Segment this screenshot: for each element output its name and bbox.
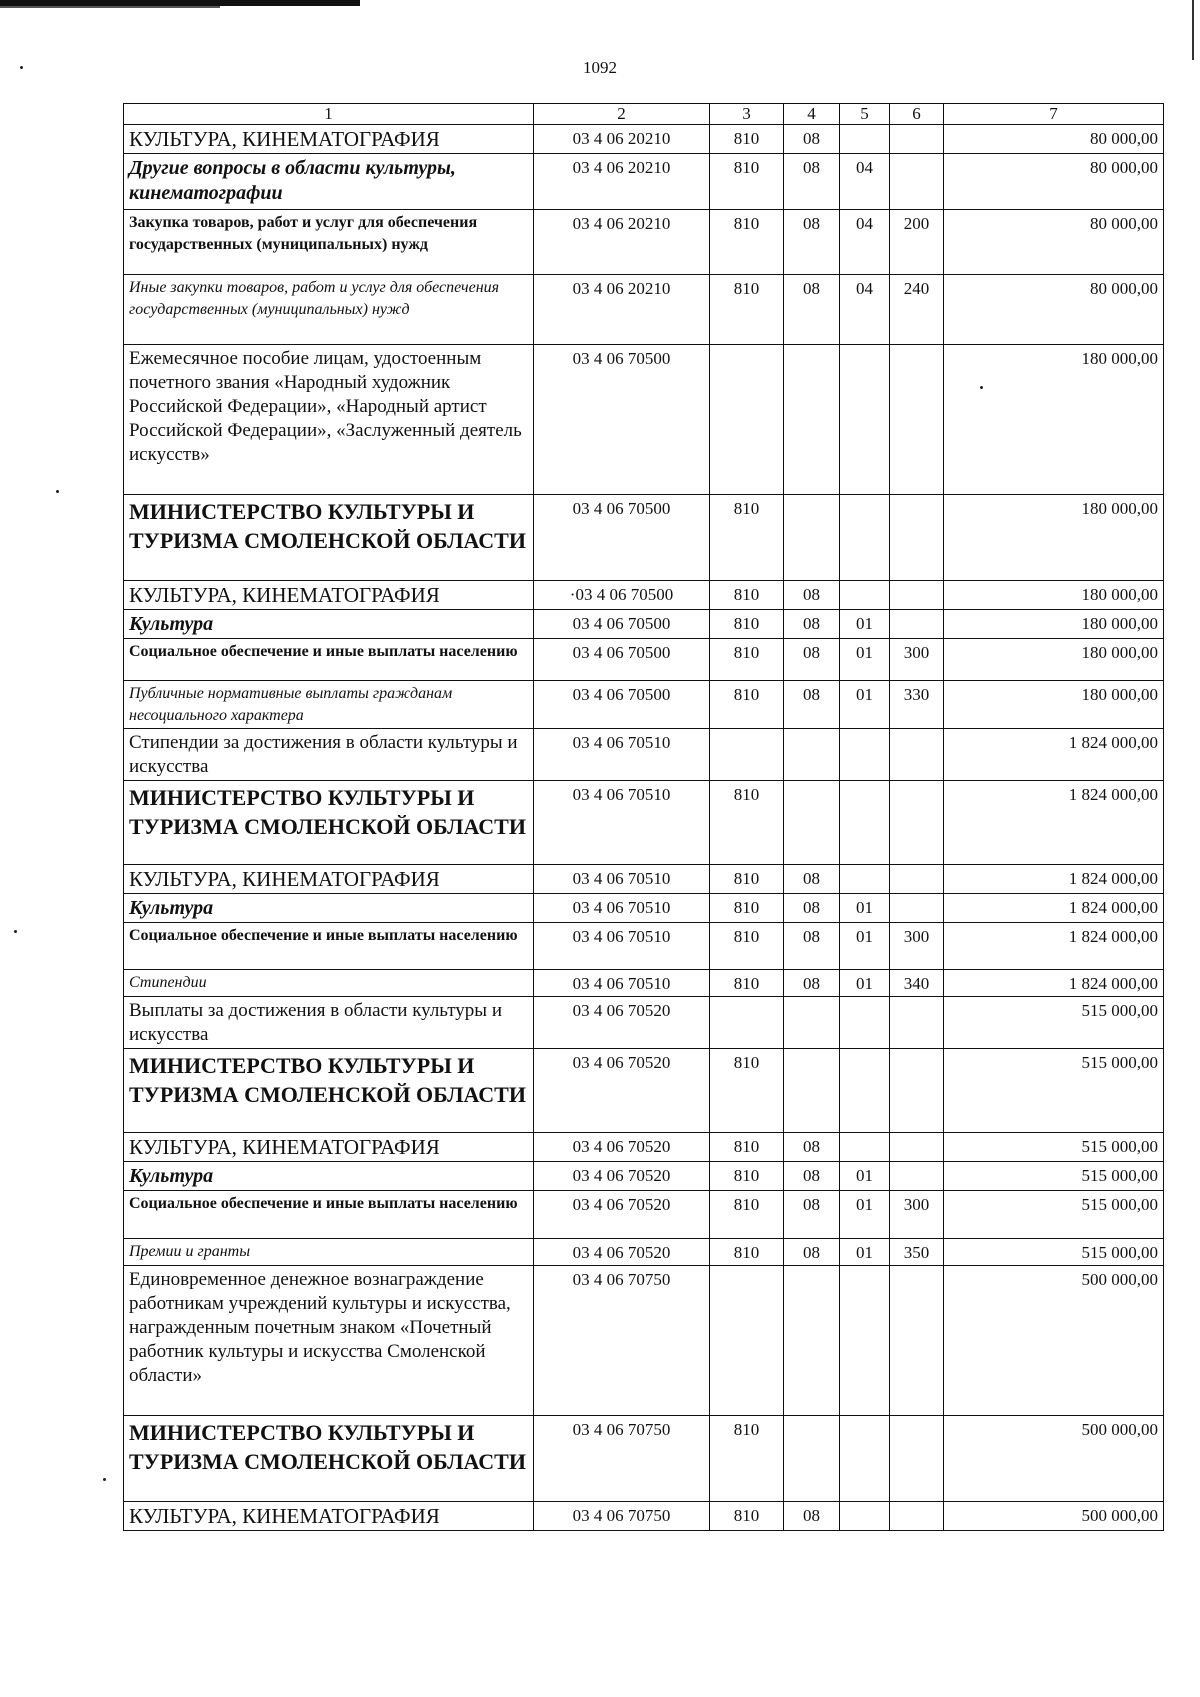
- row-amount: 180 000,00: [944, 345, 1164, 495]
- page-number: 1092: [583, 58, 617, 77]
- row-section-code: [784, 997, 840, 1049]
- row-section-code: 08: [784, 639, 840, 681]
- row-expense-type: 240: [890, 275, 944, 345]
- row-target-code: 03 4 06 20210: [534, 154, 710, 210]
- row-department-code: 810: [710, 1416, 784, 1502]
- row-department-code: 810: [710, 1191, 784, 1239]
- row-expense-type: [890, 997, 944, 1049]
- row-target-code: 03 4 06 70520: [534, 1049, 710, 1133]
- row-section-code: 08: [784, 610, 840, 639]
- row-subsection-code: 01: [840, 639, 890, 681]
- table-row: [124, 610, 1164, 639]
- row-amount: 515 000,00: [944, 1133, 1164, 1162]
- row-expense-type: 340: [890, 970, 944, 997]
- row-target-code: 03 4 06 70500: [534, 681, 710, 729]
- column-header: 4: [784, 104, 840, 125]
- row-expense-type: [890, 1162, 944, 1191]
- table-row: [124, 345, 1164, 495]
- row-description: Выплаты за достижения в области культуры и искусства: [124, 997, 534, 1049]
- row-description: КУЛЬТУРА, КИНЕМАТОГРАФИЯ: [124, 125, 534, 154]
- row-description: Единовременное денежное вознаграждение работникам учреждений культуры и искусства, награжденным почетным знаком «Почетный работник культуры и искусства Смоленской области»: [124, 1266, 534, 1416]
- row-description: Закупка товаров, работ и услуг для обеспечения государственных (муниципальных) нужд: [124, 210, 534, 275]
- row-amount: 515 000,00: [944, 1162, 1164, 1191]
- row-amount: 80 000,00: [944, 154, 1164, 210]
- row-expense-type: [890, 154, 944, 210]
- scan-top-line-thin: [0, 6, 220, 8]
- row-expense-type: [890, 1416, 944, 1502]
- row-target-code: 03 4 06 70510: [534, 970, 710, 997]
- row-subsection-code: 04: [840, 210, 890, 275]
- row-section-code: 08: [784, 865, 840, 894]
- row-section-code: 08: [784, 894, 840, 923]
- table-row: [124, 781, 1164, 865]
- row-amount: 80 000,00: [944, 275, 1164, 345]
- table-row: [124, 275, 1164, 345]
- row-target-code: 03 4 06 70510: [534, 865, 710, 894]
- row-description: КУЛЬТУРА, КИНЕМАТОГРАФИЯ: [124, 1133, 534, 1162]
- table-row: [124, 1266, 1164, 1416]
- scan-speck: [20, 66, 23, 69]
- row-section-code: 08: [784, 1239, 840, 1266]
- row-subsection-code: [840, 1133, 890, 1162]
- row-description: КУЛЬТУРА, КИНЕМАТОГРАФИЯ: [124, 1502, 534, 1531]
- row-department-code: 810: [710, 1049, 784, 1133]
- table-row: [124, 1049, 1164, 1133]
- table-row: [124, 923, 1164, 970]
- row-section-code: [784, 1266, 840, 1416]
- row-description: МИНИСТЕРСТВО КУЛЬТУРЫ И ТУРИЗМА СМОЛЕНСКОЙ ОБЛАСТИ: [124, 781, 534, 865]
- row-department-code: 810: [710, 681, 784, 729]
- row-description: Ежемесячное пособие лицам, удостоенным почетного звания «Народный художник Российской Федерации», «Народный артист Российской Федерации», «Заслуженный деятель искусств»: [124, 345, 534, 495]
- row-description: Социальное обеспечение и иные выплаты населению: [124, 1191, 534, 1239]
- table-row: [124, 970, 1164, 997]
- row-expense-type: [890, 610, 944, 639]
- row-target-code: 03 4 06 70520: [534, 1239, 710, 1266]
- table-row: [124, 1133, 1164, 1162]
- row-section-code: 08: [784, 1191, 840, 1239]
- row-subsection-code: [840, 125, 890, 154]
- row-department-code: 810: [710, 581, 784, 610]
- row-subsection-code: 04: [840, 275, 890, 345]
- table-row: [124, 681, 1164, 729]
- row-target-code: 03 4 06 70510: [534, 894, 710, 923]
- row-description: Иные закупки товаров, работ и услуг для обеспечения государственных (муниципальных) нужд: [124, 275, 534, 345]
- row-expense-type: [890, 495, 944, 581]
- row-amount: 180 000,00: [944, 610, 1164, 639]
- row-expense-type: [890, 729, 944, 781]
- row-target-code: 03 4 06 70510: [534, 729, 710, 781]
- scan-speck: [56, 490, 59, 493]
- row-expense-type: [890, 1266, 944, 1416]
- row-description: Публичные нормативные выплаты гражданам несоциального характера: [124, 681, 534, 729]
- row-section-code: 08: [784, 1133, 840, 1162]
- row-section-code: 08: [784, 154, 840, 210]
- row-expense-type: 300: [890, 1191, 944, 1239]
- row-expense-type: 350: [890, 1239, 944, 1266]
- table-row: [124, 154, 1164, 210]
- row-expense-type: [890, 865, 944, 894]
- row-amount: 515 000,00: [944, 1239, 1164, 1266]
- row-target-code: 03 4 06 70750: [534, 1502, 710, 1531]
- row-amount: 180 000,00: [944, 681, 1164, 729]
- row-target-code: 03 4 06 70520: [534, 997, 710, 1049]
- table-row: [124, 729, 1164, 781]
- row-target-code: 03 4 06 70510: [534, 923, 710, 970]
- row-subsection-code: [840, 1502, 890, 1531]
- row-expense-type: 300: [890, 639, 944, 681]
- row-department-code: 810: [710, 1502, 784, 1531]
- row-target-code: 03 4 06 70510: [534, 781, 710, 865]
- row-section-code: [784, 495, 840, 581]
- row-section-code: 08: [784, 1502, 840, 1531]
- column-header: 7: [944, 104, 1164, 125]
- row-expense-type: 300: [890, 923, 944, 970]
- row-section-code: [784, 1049, 840, 1133]
- row-amount: 515 000,00: [944, 997, 1164, 1049]
- row-amount: 80 000,00: [944, 210, 1164, 275]
- row-section-code: [784, 781, 840, 865]
- row-subsection-code: 01: [840, 610, 890, 639]
- row-department-code: [710, 1266, 784, 1416]
- row-amount: 1 824 000,00: [944, 970, 1164, 997]
- row-department-code: 810: [710, 210, 784, 275]
- row-department-code: 810: [710, 495, 784, 581]
- row-expense-type: 200: [890, 210, 944, 275]
- row-amount: 515 000,00: [944, 1191, 1164, 1239]
- row-expense-type: [890, 894, 944, 923]
- row-target-code: 03 4 06 20210: [534, 125, 710, 154]
- row-subsection-code: 01: [840, 681, 890, 729]
- table-row: [124, 1416, 1164, 1502]
- row-amount: 1 824 000,00: [944, 865, 1164, 894]
- row-subsection-code: [840, 581, 890, 610]
- table-row: [124, 495, 1164, 581]
- row-amount: 180 000,00: [944, 639, 1164, 681]
- row-description: Социальное обеспечение и иные выплаты населению: [124, 923, 534, 970]
- scan-speck: [14, 930, 17, 933]
- row-description: МИНИСТЕРСТВО КУЛЬТУРЫ И ТУРИЗМА СМОЛЕНСКОЙ ОБЛАСТИ: [124, 495, 534, 581]
- row-section-code: 08: [784, 1162, 840, 1191]
- table-row: [124, 1239, 1164, 1266]
- row-expense-type: [890, 125, 944, 154]
- row-amount: 500 000,00: [944, 1502, 1164, 1531]
- row-department-code: 810: [710, 125, 784, 154]
- row-description: Культура: [124, 1162, 534, 1191]
- row-subsection-code: [840, 345, 890, 495]
- row-amount: 80 000,00: [944, 125, 1164, 154]
- row-department-code: 810: [710, 894, 784, 923]
- row-department-code: 810: [710, 610, 784, 639]
- row-amount: 180 000,00: [944, 495, 1164, 581]
- scan-right-edge: [1192, 0, 1194, 60]
- row-description: Другие вопросы в области культуры, кинематографии: [124, 154, 534, 210]
- row-subsection-code: 01: [840, 1239, 890, 1266]
- row-subsection-code: [840, 1266, 890, 1416]
- row-expense-type: [890, 781, 944, 865]
- column-number-row: [124, 104, 1164, 125]
- row-description: КУЛЬТУРА, КИНЕМАТОГРАФИЯ: [124, 865, 534, 894]
- row-target-code: ·03 4 06 70500: [534, 581, 710, 610]
- row-subsection-code: 01: [840, 923, 890, 970]
- table-row: [124, 997, 1164, 1049]
- row-department-code: [710, 997, 784, 1049]
- row-target-code: 03 4 06 70500: [534, 495, 710, 581]
- row-department-code: [710, 729, 784, 781]
- row-subsection-code: [840, 729, 890, 781]
- row-description: Стипендии за достижения в области культуры и искусства: [124, 729, 534, 781]
- row-description: КУЛЬТУРА, КИНЕМАТОГРАФИЯ: [124, 581, 534, 610]
- row-department-code: 810: [710, 781, 784, 865]
- row-description: МИНИСТЕРСТВО КУЛЬТУРЫ И ТУРИЗМА СМОЛЕНСКОЙ ОБЛАСТИ: [124, 1416, 534, 1502]
- row-department-code: 810: [710, 1162, 784, 1191]
- row-target-code: 03 4 06 70750: [534, 1416, 710, 1502]
- row-subsection-code: [840, 495, 890, 581]
- table-row: [124, 581, 1164, 610]
- scan-speck: [980, 386, 983, 389]
- table-row: [124, 125, 1164, 154]
- row-description: Стипендии: [124, 970, 534, 997]
- row-description: Социальное обеспечение и иные выплаты населению: [124, 639, 534, 681]
- table-row: [124, 865, 1164, 894]
- column-header: 6: [890, 104, 944, 125]
- row-section-code: 08: [784, 125, 840, 154]
- row-subsection-code: 01: [840, 1191, 890, 1239]
- row-department-code: 810: [710, 970, 784, 997]
- row-amount: 500 000,00: [944, 1266, 1164, 1416]
- row-section-code: [784, 729, 840, 781]
- row-section-code: 08: [784, 581, 840, 610]
- row-target-code: 03 4 06 70520: [534, 1191, 710, 1239]
- table-row: [124, 894, 1164, 923]
- row-section-code: 08: [784, 275, 840, 345]
- row-expense-type: [890, 581, 944, 610]
- row-amount: 1 824 000,00: [944, 729, 1164, 781]
- row-department-code: 810: [710, 1239, 784, 1266]
- row-section-code: [784, 1416, 840, 1502]
- table-row: [124, 639, 1164, 681]
- row-target-code: 03 4 06 70520: [534, 1133, 710, 1162]
- table-row: [124, 1162, 1164, 1191]
- row-subsection-code: [840, 781, 890, 865]
- row-department-code: [710, 345, 784, 495]
- row-description: Культура: [124, 894, 534, 923]
- row-department-code: 810: [710, 639, 784, 681]
- row-expense-type: [890, 345, 944, 495]
- column-header: 1: [124, 104, 534, 125]
- column-header: 2: [534, 104, 710, 125]
- row-amount: 515 000,00: [944, 1049, 1164, 1133]
- table-row: [124, 1191, 1164, 1239]
- row-expense-type: [890, 1502, 944, 1531]
- row-expense-type: 330: [890, 681, 944, 729]
- row-department-code: 810: [710, 923, 784, 970]
- budget-table-body: [124, 104, 1164, 1531]
- row-department-code: 810: [710, 865, 784, 894]
- budget-table: [123, 103, 1164, 1531]
- column-header: 3: [710, 104, 784, 125]
- row-target-code: 03 4 06 20210: [534, 275, 710, 345]
- row-subsection-code: 01: [840, 894, 890, 923]
- row-department-code: 810: [710, 154, 784, 210]
- row-section-code: 08: [784, 970, 840, 997]
- table-row: [124, 210, 1164, 275]
- row-description: Премии и гранты: [124, 1239, 534, 1266]
- row-section-code: [784, 345, 840, 495]
- row-amount: 180 000,00: [944, 581, 1164, 610]
- row-section-code: 08: [784, 681, 840, 729]
- row-target-code: 03 4 06 70500: [534, 610, 710, 639]
- row-target-code: 03 4 06 70750: [534, 1266, 710, 1416]
- scan-speck: [103, 1478, 106, 1481]
- row-subsection-code: 01: [840, 1162, 890, 1191]
- row-subsection-code: [840, 997, 890, 1049]
- row-expense-type: [890, 1133, 944, 1162]
- row-section-code: 08: [784, 210, 840, 275]
- row-amount: 1 824 000,00: [944, 894, 1164, 923]
- row-target-code: 03 4 06 70500: [534, 639, 710, 681]
- row-subsection-code: [840, 1049, 890, 1133]
- row-subsection-code: [840, 865, 890, 894]
- row-department-code: 810: [710, 1133, 784, 1162]
- row-target-code: 03 4 06 70520: [534, 1162, 710, 1191]
- row-target-code: 03 4 06 20210: [534, 210, 710, 275]
- row-expense-type: [890, 1049, 944, 1133]
- row-subsection-code: 01: [840, 970, 890, 997]
- row-amount: 1 824 000,00: [944, 781, 1164, 865]
- row-department-code: 810: [710, 275, 784, 345]
- row-subsection-code: [840, 1416, 890, 1502]
- row-amount: 1 824 000,00: [944, 923, 1164, 970]
- column-header: 5: [840, 104, 890, 125]
- row-target-code: 03 4 06 70500: [534, 345, 710, 495]
- row-amount: 500 000,00: [944, 1416, 1164, 1502]
- row-description: МИНИСТЕРСТВО КУЛЬТУРЫ И ТУРИЗМА СМОЛЕНСКОЙ ОБЛАСТИ: [124, 1049, 534, 1133]
- row-section-code: 08: [784, 923, 840, 970]
- row-subsection-code: 04: [840, 154, 890, 210]
- table-row: [124, 1502, 1164, 1531]
- row-description: Культура: [124, 610, 534, 639]
